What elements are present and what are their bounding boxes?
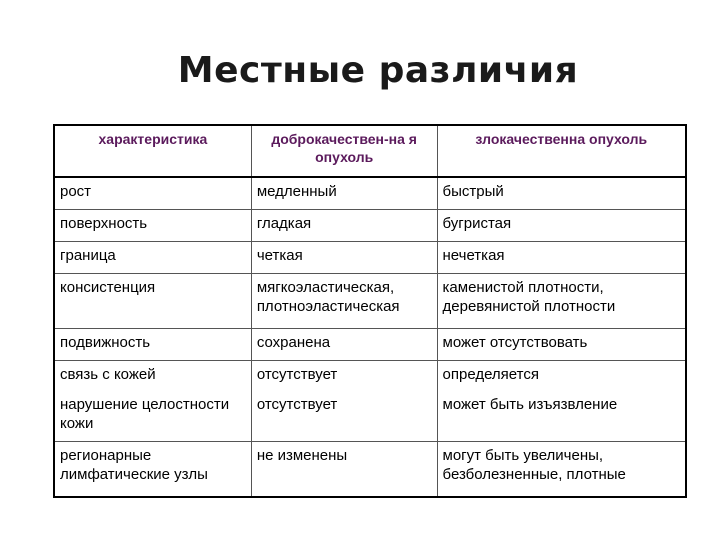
cell-malignant: каменистой плотности, деревянистой плотности bbox=[437, 274, 686, 329]
cell-benign: мягкоэластическая, плотноэластическая bbox=[251, 274, 437, 329]
cell-malignant: может отсутствовать bbox=[437, 329, 686, 361]
cell-malignant: нечеткая bbox=[437, 242, 686, 274]
table-row bbox=[54, 442, 686, 498]
header-benign: доброкачествен-на я опухоль bbox=[251, 125, 437, 177]
cell-malignant: могут быть увеличены, безболезненные, плотные bbox=[437, 442, 686, 498]
cell-benign: не изменены bbox=[251, 442, 437, 498]
cell-characteristic: поверхность bbox=[54, 210, 251, 242]
header-characteristic: характеристика bbox=[54, 125, 251, 177]
cell-benign: сохранена bbox=[251, 329, 437, 361]
cell-skin-integrity-malignant: может быть изъязвление bbox=[442, 396, 618, 413]
cell-benign: четкая bbox=[251, 242, 437, 274]
cell-skin-link-malignant: определяется bbox=[442, 366, 539, 383]
cell-characteristic: рост bbox=[54, 177, 251, 210]
cell-benign: медленный bbox=[251, 177, 437, 210]
cell-characteristic: граница bbox=[54, 242, 251, 274]
cell-malignant bbox=[437, 361, 686, 442]
cell-characteristic: консистенция bbox=[54, 274, 251, 329]
table-row bbox=[54, 274, 686, 329]
table-row-merged bbox=[54, 361, 686, 442]
table-row bbox=[54, 210, 686, 242]
comparison-table bbox=[53, 124, 687, 498]
table-header-row bbox=[54, 125, 686, 177]
cell-skin-link: связь с кожей bbox=[60, 366, 156, 383]
cell-malignant: бугристая bbox=[437, 210, 686, 242]
slide-title: Местные различия bbox=[177, 50, 579, 91]
table-row bbox=[54, 177, 686, 210]
cell-skin-integrity: нарушение целостности кожи bbox=[60, 396, 230, 432]
cell-malignant: быстрый bbox=[437, 177, 686, 210]
table-row bbox=[54, 242, 686, 274]
cell-skin-link-benign: отсутствует bbox=[256, 366, 338, 383]
header-malignant: злокачественна опухоль bbox=[437, 125, 686, 177]
cell-characteristic bbox=[54, 361, 251, 442]
cell-benign bbox=[251, 361, 437, 442]
cell-skin-integrity-benign: отсутствует bbox=[256, 396, 338, 413]
cell-characteristic: регионарные лимфатические узлы bbox=[54, 442, 251, 498]
table-row bbox=[54, 329, 686, 361]
cell-characteristic: подвижность bbox=[54, 329, 251, 361]
cell-benign: гладкая bbox=[251, 210, 437, 242]
